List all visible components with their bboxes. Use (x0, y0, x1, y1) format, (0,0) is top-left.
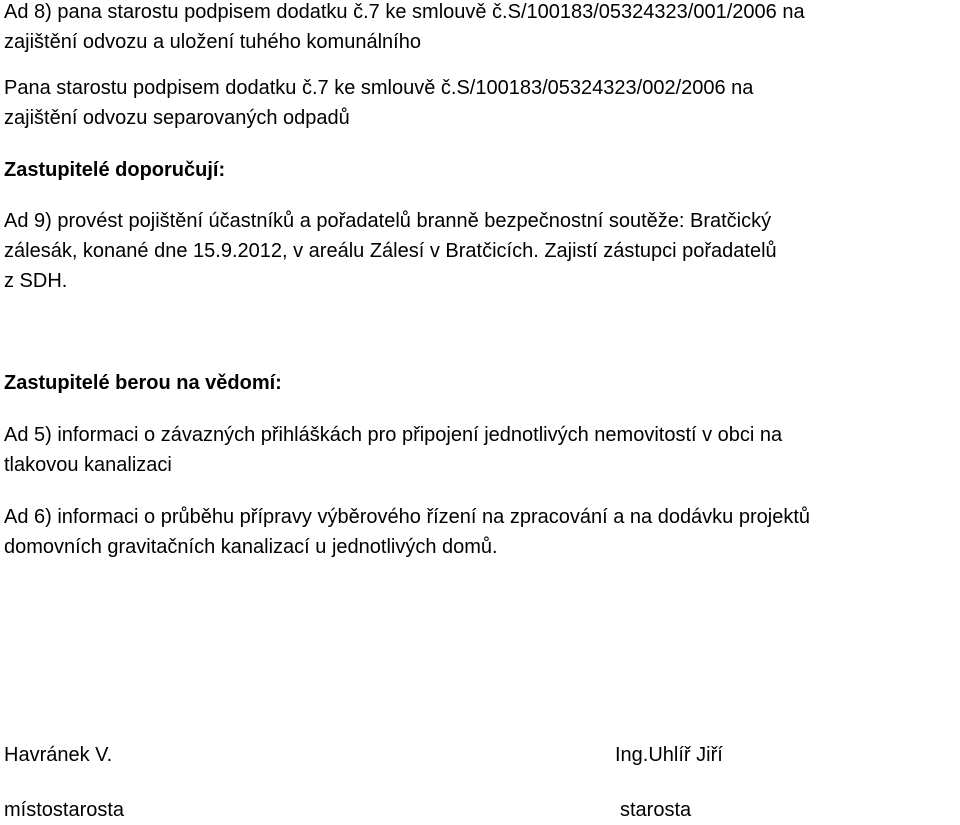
signature-left-name: Havránek V. (4, 744, 113, 766)
paragraph-line: zálesák, konané dne 15.9.2012, v areálu Zálesí v Bratčicích. Zajistí zástupci pořadatelů (4, 240, 777, 262)
signature-right-name: Ing.Uhlíř Jiří (615, 744, 723, 766)
paragraph-line: zajištění odvozu separovaných odpadů (4, 107, 350, 129)
signature-left-role: místostarosta (4, 799, 125, 821)
heading-acknowledge: Zastupitelé berou na vědomí: (4, 372, 282, 394)
paragraph-line: zajištění odvozu a uložení tuhého komunálního (4, 31, 421, 53)
paragraph-line: z SDH. (4, 270, 68, 292)
signature-right-role: starosta (620, 799, 692, 821)
paragraph-line: Ad 9) provést pojištění účastníků a pořadatelů branně bezpečnostní soutěže: Bratčický (4, 210, 772, 232)
paragraph-line: Ad 5) informaci o závazných přihláškách pro připojení jednotlivých nemovitostí v obci na (4, 424, 783, 446)
paragraph-line: Ad 8) pana starostu podpisem dodatku č.7 ke smlouvě č.S/100183/05324323/001/2006 na (4, 1, 805, 23)
paragraph-ad8 (4, 0, 954, 57)
paragraph-line: Ad 6) informaci o průběhu přípravy výběrového řízení na zpracování a na dodávku projektů (4, 506, 811, 528)
paragraph-ad5 (4, 420, 954, 480)
heading-recommend: Zastupitelé doporučují: (4, 159, 226, 181)
paragraph-line: tlakovou kanalizaci (4, 454, 172, 476)
paragraph-pana-starostu (4, 73, 954, 133)
paragraph-ad6 (4, 502, 959, 562)
paragraph-line: Pana starostu podpisem dodatku č.7 ke smlouvě č.S/100183/05324323/002/2006 na (4, 77, 754, 99)
paragraph-ad9 (4, 206, 954, 296)
paragraph-line: domovních gravitačních kanalizací u jednotlivých domů. (4, 536, 498, 558)
